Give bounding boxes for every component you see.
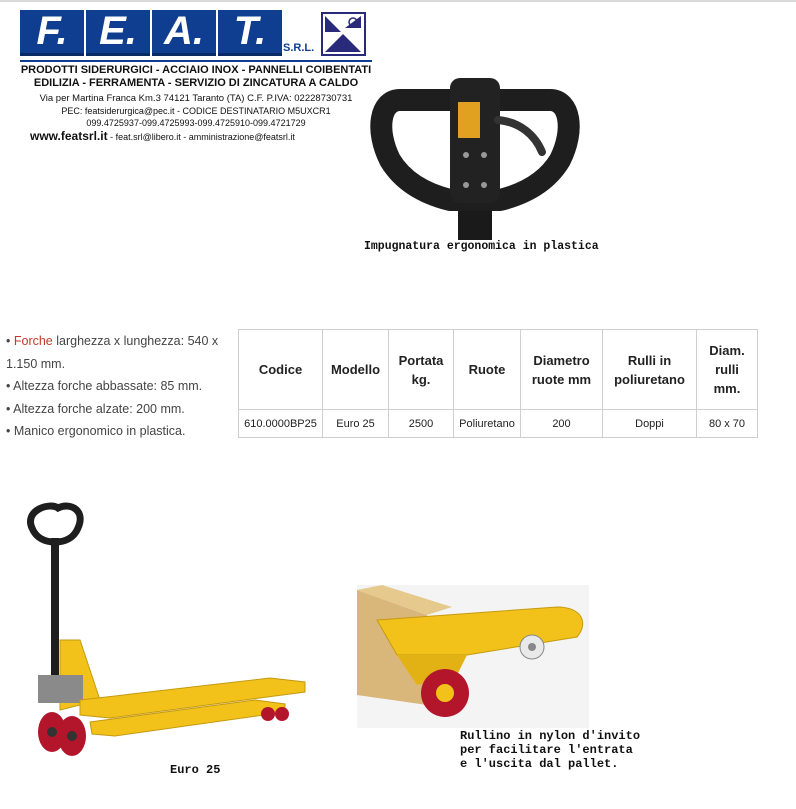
- phones-line: 099.4725937-099.4725993-099.4725910-099.4721729: [86, 118, 306, 128]
- logo-srl: S.R.L.: [283, 42, 315, 54]
- spec-lowered: • Altezza forche abbassate: 85 mm.: [6, 379, 203, 393]
- logo-letter-t: T.: [218, 10, 282, 56]
- pallet-truck-image: [20, 500, 320, 765]
- handle-caption: Impugnatura ergonomica in plastica: [364, 240, 599, 253]
- spec-forks: • Forche larghezza x lunghezza: 540 x 1.150 mm.: [6, 334, 219, 371]
- top-divider: [0, 0, 796, 2]
- web-line: [30, 129, 382, 143]
- ergonomic-handle-image: [370, 60, 580, 240]
- cell-modello: Euro 25: [323, 410, 389, 438]
- company-logo: [20, 10, 282, 56]
- spec-table: [238, 329, 758, 438]
- roller-caption-line: Rullino in nylon d'invito: [460, 729, 641, 743]
- cell-codice: 610.0000BP25: [239, 410, 323, 438]
- col-diametro: Diametro ruote mm: [521, 330, 603, 410]
- products-line: PRODOTTI SIDERURGICI - ACCIAIO INOX - PANNELLI COIBENTATI: [20, 64, 372, 76]
- table-header-row: [239, 330, 758, 410]
- truck-caption: Euro 25: [170, 763, 221, 777]
- logo-underline: [20, 60, 372, 62]
- spec-grip: • Manico ergonomico in plastica.: [6, 424, 186, 438]
- col-diam-rulli: Diam. rulli mm.: [697, 330, 758, 410]
- forks-link[interactable]: Forche: [13, 334, 53, 348]
- col-rulli: Rulli in poliuretano: [603, 330, 697, 410]
- table-row: [239, 410, 758, 438]
- cell-diam-rulli: 80 x 70: [697, 410, 758, 438]
- col-codice: Codice: [239, 330, 323, 410]
- services-line: EDILIZIA - FERRAMENTA - SERVIZIO DI ZINCATURA A CALDO: [33, 77, 359, 89]
- website-link[interactable]: www.featsrl.it: [30, 129, 108, 143]
- spec-list: [6, 330, 231, 443]
- logo-letter-f: F.: [20, 10, 84, 56]
- certification-seal-icon: [321, 12, 366, 56]
- logo-letter-a: A.: [152, 10, 216, 56]
- col-portata: Portata kg.: [389, 330, 454, 410]
- roller-caption-line: e l'uscita dal pallet.: [460, 757, 619, 771]
- cell-rulli: Doppi: [603, 410, 697, 438]
- cell-diametro: 200: [521, 410, 603, 438]
- spec-raised: • Altezza forche alzate: 200 mm.: [6, 401, 185, 416]
- roller-caption-line: per facilitare l'entrata: [460, 743, 633, 757]
- roller-caption: [460, 729, 640, 771]
- nylon-roller-image: [357, 585, 589, 728]
- pec-line: PEC: featsiderurgica@pec.it - CODICE DESTINATARIO M5UXCR1: [61, 106, 331, 116]
- col-modello: Modello: [323, 330, 389, 410]
- address-line: Via per Martina Franca Km.3 74121 Taranto (TA) C.F. P.IVA: 02228730731: [39, 93, 353, 104]
- col-ruote: Ruote: [454, 330, 521, 410]
- cell-ruote: Poliuretano: [454, 410, 521, 438]
- cell-portata: 2500: [389, 410, 454, 438]
- logo-letter-e: E.: [86, 10, 150, 56]
- email-addresses: - feat.srl@libero.it - amministrazione@featsrl.it: [107, 132, 295, 142]
